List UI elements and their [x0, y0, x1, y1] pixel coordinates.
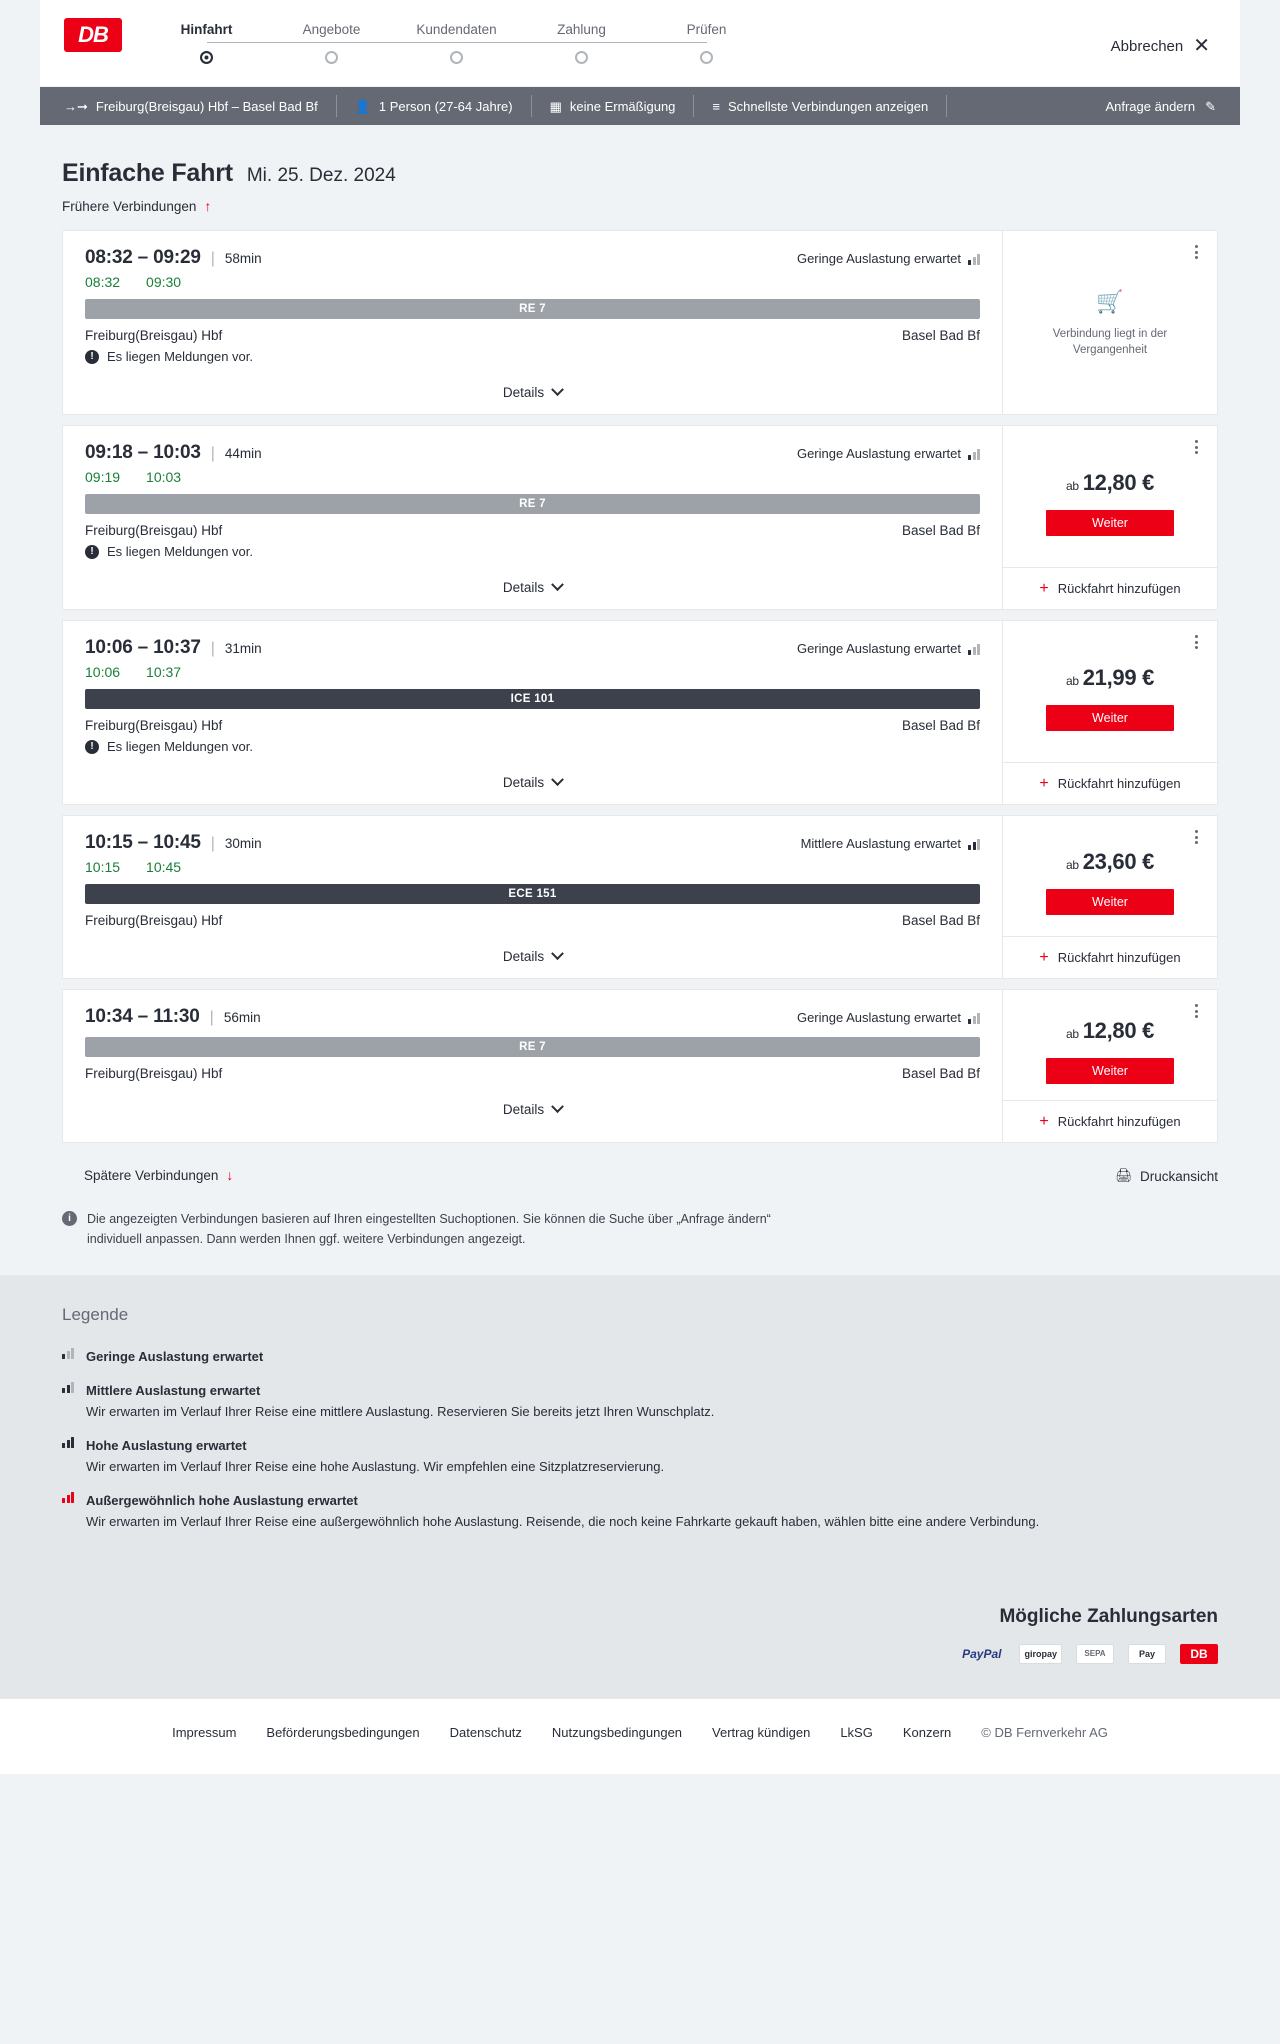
connection-side-panel	[1002, 231, 1217, 414]
results-footer-actions	[40, 1153, 1240, 1195]
legend-item-label: Hohe Auslastung erwartet	[86, 1437, 247, 1453]
change-request-label: Anfrage ändern	[1105, 98, 1196, 114]
details-button[interactable]	[503, 580, 562, 595]
step-5[interactable]	[644, 22, 769, 64]
legend-item-desc: Wir erwarten im Verlauf Ihrer Reise eine außergewöhnlich hohe Auslastung. Reisende, die noch keine Fahrkarte gekauft haben, wählen bitte eine andere Verbindung.	[86, 1514, 1040, 1529]
cancel-label: Abbrechen	[1110, 37, 1184, 55]
printer-icon: 🖨	[1114, 1168, 1132, 1183]
connection-notice[interactable]	[85, 739, 980, 754]
connection-side-panel	[1002, 816, 1217, 978]
train-name: RE 7	[519, 303, 546, 315]
connection-notice[interactable]	[85, 544, 980, 559]
earlier-connections-label: Frühere Verbindungen	[62, 198, 197, 214]
utilization	[801, 836, 980, 851]
more-options-icon[interactable]	[1185, 826, 1207, 848]
details-label: Details	[502, 775, 545, 790]
actual-times	[85, 274, 980, 290]
connection-list	[40, 226, 1240, 1143]
summary-discount-label: keine Ermäßigung	[569, 98, 676, 114]
summary-passengers[interactable]	[337, 95, 532, 117]
payment-icon-db: DB	[1180, 1644, 1218, 1664]
legend-text	[86, 1436, 664, 1477]
separator: |	[210, 640, 215, 657]
price	[1066, 1018, 1154, 1044]
more-options-icon[interactable]	[1185, 436, 1207, 458]
exclamation-icon: !	[85, 740, 99, 754]
actual-arrival: 09:30	[146, 274, 182, 290]
payment-method-icons	[62, 1644, 1218, 1664]
person-icon: 👤	[354, 98, 371, 114]
payment-methods-title: Mögliche Zahlungsarten	[999, 1605, 1218, 1627]
later-connections-button[interactable]	[62, 1157, 255, 1195]
plus-icon: +	[1039, 1112, 1049, 1130]
actual-arrival: 10:37	[146, 664, 182, 680]
separator: |	[209, 1009, 214, 1026]
footer-link[interactable]: Beförderungsbedingungen	[266, 1724, 420, 1740]
step-3[interactable]	[394, 22, 519, 64]
duration: 58min	[224, 251, 262, 266]
summary-sorting[interactable]	[694, 95, 947, 117]
utilization-bars	[968, 448, 980, 460]
print-view-button[interactable]	[1115, 1168, 1218, 1184]
arrow-route-icon: →➞	[64, 98, 88, 114]
step-dot	[200, 51, 213, 64]
train-line-bar[interactable]	[85, 299, 980, 319]
step-1[interactable]	[144, 22, 269, 64]
utilization	[797, 251, 980, 266]
info-icon: i	[62, 1211, 77, 1226]
step-list	[144, 22, 1111, 64]
time-range: 10:15 – 10:45	[85, 832, 201, 853]
add-return-trip-label: Rückfahrt hinzufügen	[1057, 581, 1181, 596]
step-connector	[582, 42, 707, 43]
chevron-down-icon	[551, 1100, 564, 1113]
price	[1066, 470, 1154, 496]
step-4[interactable]	[519, 22, 644, 64]
train-name: RE 7	[519, 1041, 546, 1053]
time-range: 10:34 – 11:30	[85, 1006, 200, 1027]
summary-sorting-label: Schnellste Verbindungen anzeigen	[728, 98, 929, 114]
legend-items	[62, 1347, 1218, 1532]
exclamation-icon: !	[85, 545, 99, 559]
details-button[interactable]	[503, 1102, 562, 1117]
footer-link[interactable]: Vertrag kündigen	[712, 1724, 811, 1740]
station-row	[85, 523, 980, 538]
later-connections-label: Spätere Verbindungen	[84, 1167, 219, 1183]
train-line-bar[interactable]	[85, 1037, 980, 1057]
step-label: Hinfahrt	[180, 22, 233, 37]
payment-icon-giropay: giropay	[1019, 1644, 1062, 1664]
origin-station: Freiburg(Breisgau) Hbf	[85, 913, 223, 928]
origin-station: Freiburg(Breisgau) Hbf	[85, 718, 223, 733]
step-2[interactable]	[269, 22, 394, 64]
price	[1066, 849, 1154, 875]
legend-item-desc: Wir erwarten im Verlauf Ihrer Reise eine hohe Auslastung. Wir empfehlen eine Sitzplatzreservierung.	[86, 1459, 665, 1474]
plus-icon: +	[1039, 774, 1049, 792]
connection-card[interactable]	[62, 989, 1218, 1143]
add-return-trip-button[interactable]	[1003, 567, 1217, 609]
earlier-connections-button[interactable]	[40, 188, 233, 226]
checkout-stepper	[40, 0, 1240, 87]
actual-departure: 08:32	[85, 274, 121, 290]
destination-station: Basel Bad Bf	[901, 328, 980, 343]
legend-item-label: Außergewöhnlich hohe Auslastung erwartet	[86, 1492, 358, 1508]
utilization-bars	[62, 1491, 74, 1503]
legend-item	[62, 1436, 1218, 1477]
legend-title: Legende	[62, 1305, 129, 1324]
step-dot	[450, 51, 463, 64]
price-prefix: ab	[1065, 858, 1079, 872]
price-prefix: ab	[1065, 673, 1079, 688]
utilization-bars	[968, 643, 980, 655]
add-return-trip-label: Rückfahrt hinzufügen	[1057, 1114, 1181, 1129]
connection-time-row	[85, 832, 980, 854]
utilization-bars	[62, 1381, 74, 1393]
legend-text	[86, 1347, 263, 1367]
step-label: Angebote	[302, 22, 361, 37]
details-row	[85, 760, 980, 804]
price-value: 23,60 €	[1082, 849, 1155, 874]
page-footer	[0, 1698, 1280, 1774]
destination-station: Basel Bad Bf	[901, 913, 980, 928]
details-row	[85, 370, 980, 414]
destination-station: Basel Bad Bf	[901, 523, 980, 538]
price-prefix: ab	[1065, 1027, 1079, 1041]
connection-notice-label: Es liegen Meldungen vor.	[107, 739, 253, 754]
continue-button[interactable]: Weiter	[1046, 510, 1174, 536]
utilization-bars	[968, 253, 980, 265]
time-range: 08:32 – 09:29	[85, 247, 201, 268]
arrow-up-icon: ↑	[204, 198, 212, 214]
connection-notice[interactable]	[85, 349, 980, 364]
cart-crossed-icon: 🛒	[1096, 288, 1124, 314]
summary-route-label: Freiburg(Breisgau) Hbf – Basel Bad Bf	[95, 98, 318, 114]
print-view-label: Druckansicht	[1139, 1168, 1218, 1184]
duration: 30min	[224, 836, 262, 851]
train-name: ICE 101	[510, 693, 555, 705]
duration: 56min	[223, 1010, 261, 1025]
actual-arrival: 10:03	[146, 469, 182, 485]
search-info-note	[40, 1195, 820, 1249]
results-header	[40, 125, 1240, 188]
connection-side-panel	[1002, 990, 1217, 1142]
train-line-bar[interactable]	[85, 494, 980, 514]
origin-station: Freiburg(Breisgau) Hbf	[85, 523, 223, 538]
utilization-bars	[62, 1347, 74, 1359]
connection-card[interactable]	[62, 815, 1218, 979]
price	[1066, 665, 1154, 691]
legend-item	[62, 1347, 1218, 1367]
connection-details	[63, 426, 1002, 609]
cancel-button[interactable]	[1111, 36, 1216, 56]
connection-notice-label: Es liegen Meldungen vor.	[107, 349, 253, 364]
footer-link[interactable]: Nutzungsbedingungen	[551, 1724, 683, 1740]
add-return-trip-label: Rückfahrt hinzufügen	[1057, 776, 1181, 791]
train-name: ECE 151	[508, 888, 557, 900]
step-dot	[700, 51, 713, 64]
utilization-label: Geringe Auslastung erwartet	[796, 446, 961, 461]
payment-icon-sepa: SEPA	[1076, 1644, 1114, 1664]
step-dot	[575, 51, 588, 64]
legend-item	[62, 1491, 1218, 1532]
details-row	[85, 934, 980, 978]
train-line-bar[interactable]	[85, 689, 980, 709]
continue-button[interactable]: Weiter	[1046, 1058, 1174, 1084]
payment-methods-section	[0, 1580, 1280, 1698]
continue-button[interactable]: Weiter	[1046, 889, 1174, 915]
pencil-icon[interactable]: ✎	[1205, 98, 1216, 114]
station-row	[85, 328, 980, 343]
add-return-trip-button[interactable]	[1003, 936, 1217, 978]
filter-icon: ≡	[712, 98, 720, 114]
duration: 31min	[224, 641, 262, 656]
payment-icon-pay: Pay	[1128, 1644, 1166, 1664]
station-row	[85, 718, 980, 733]
step-connector	[457, 42, 582, 43]
card-icon: ▦	[549, 98, 562, 114]
separator: |	[210, 250, 215, 267]
utilization-bars	[968, 838, 980, 850]
search-summary-bar	[40, 87, 1240, 125]
train-name: RE 7	[519, 498, 546, 510]
past-connection-text: Verbindung liegt in der Vergangenheit	[1052, 327, 1168, 357]
details-row	[85, 565, 980, 609]
origin-station: Freiburg(Breisgau) Hbf	[85, 328, 223, 343]
utilization-label: Mittlere Auslastung erwartet	[800, 836, 961, 851]
connection-notice-label: Es liegen Meldungen vor.	[107, 544, 253, 559]
step-dot	[325, 51, 338, 64]
step-connector	[332, 42, 457, 43]
station-row	[85, 1066, 980, 1081]
chevron-down-icon	[551, 383, 564, 396]
details-label: Details	[502, 1102, 545, 1117]
payment-icon-paypal: PayPal	[962, 1646, 1002, 1661]
separator: |	[210, 835, 215, 852]
connection-card[interactable]	[62, 620, 1218, 805]
legend-item-label: Geringe Auslastung erwartet	[86, 1349, 264, 1364]
details-label: Details	[502, 949, 545, 964]
details-button[interactable]	[503, 775, 562, 790]
connection-time-row	[85, 442, 980, 464]
footer-link[interactable]: Konzern	[902, 1724, 952, 1740]
separator: |	[210, 445, 215, 462]
footer-link[interactable]: LkSG	[840, 1724, 873, 1740]
chevron-down-icon	[551, 578, 564, 591]
utilization-label: Geringe Auslastung erwartet	[796, 251, 961, 266]
results-content	[40, 125, 1240, 1275]
chevron-down-icon	[551, 947, 564, 960]
price-value: 12,80 €	[1082, 469, 1155, 495]
legend-text	[86, 1381, 714, 1422]
actual-departure: 09:19	[85, 469, 121, 485]
connection-side-panel	[1002, 621, 1217, 804]
connection-details	[63, 990, 1002, 1142]
duration: 44min	[224, 446, 262, 461]
actual-departure: 10:15	[85, 859, 121, 875]
close-icon[interactable]: ✕	[1193, 35, 1210, 57]
plus-icon: +	[1039, 948, 1049, 966]
details-button[interactable]	[503, 949, 562, 964]
step-label: Zahlung	[557, 22, 606, 37]
price-value: 21,99 €	[1082, 664, 1155, 690]
arrow-down-icon: ↓	[226, 1167, 234, 1183]
copyright: © DB Fernverkehr AG	[981, 1724, 1108, 1740]
details-button[interactable]	[503, 385, 562, 400]
price-value: 12,80 €	[1082, 1018, 1155, 1043]
destination-station: Basel Bad Bf	[901, 718, 980, 733]
step-connector	[207, 42, 332, 43]
price-prefix: ab	[1065, 478, 1079, 493]
footer-link[interactable]: Impressum	[172, 1724, 237, 1740]
details-label: Details	[502, 580, 545, 595]
continue-button[interactable]: Weiter	[1046, 705, 1174, 731]
change-request-button[interactable]	[1105, 99, 1224, 114]
train-line-bar[interactable]	[85, 884, 980, 904]
page-title: Einfache Fahrt	[62, 159, 233, 187]
details-label: Details	[502, 385, 545, 400]
chevron-down-icon	[551, 773, 564, 786]
add-return-trip-button[interactable]	[1003, 762, 1217, 804]
utilization	[797, 641, 980, 656]
connection-time-row	[85, 247, 980, 269]
destination-station: Basel Bad Bf	[901, 1066, 980, 1081]
legend-item-desc: Wir erwarten im Verlauf Ihrer Reise eine mittlere Auslastung. Reservieren Sie bereits jetzt Ihren Wunschplatz.	[86, 1404, 715, 1419]
plus-icon: +	[1039, 579, 1049, 597]
time-range: 10:06 – 10:37	[85, 637, 201, 658]
actual-times	[85, 469, 980, 485]
legend-section	[0, 1275, 1280, 1580]
legend-item-label: Mittlere Auslastung erwartet	[86, 1382, 261, 1398]
utilization-label: Geringe Auslastung erwartet	[796, 1010, 961, 1025]
connection-card[interactable]	[62, 230, 1218, 415]
actual-times	[85, 664, 980, 680]
connection-time-row	[85, 637, 980, 659]
more-options-icon[interactable]	[1185, 631, 1207, 653]
station-row	[85, 913, 980, 928]
utilization-label: Geringe Auslastung erwartet	[796, 641, 961, 656]
add-return-trip-label: Rückfahrt hinzufügen	[1057, 950, 1181, 965]
summary-discount[interactable]	[532, 95, 695, 117]
summary-route[interactable]	[56, 95, 337, 117]
connection-details	[63, 816, 1002, 978]
utilization	[797, 1010, 980, 1025]
origin-station: Freiburg(Breisgau) Hbf	[85, 1066, 223, 1081]
summary-passengers-label: 1 Person (27-64 Jahre)	[378, 98, 513, 114]
connection-details	[63, 621, 1002, 804]
connection-side-panel	[1002, 426, 1217, 609]
legend-text	[86, 1491, 1039, 1532]
time-range: 09:18 – 10:03	[85, 442, 201, 463]
details-row	[85, 1087, 980, 1131]
actual-times	[85, 859, 980, 875]
connection-details	[63, 231, 1002, 414]
actual-departure: 10:06	[85, 664, 121, 680]
legend-item	[62, 1381, 1218, 1422]
db-logo: DB	[64, 18, 122, 52]
footer-link[interactable]: Datenschutz	[449, 1724, 522, 1740]
connection-card[interactable]	[62, 425, 1218, 610]
more-options-icon[interactable]	[1185, 241, 1207, 263]
connection-time-row	[85, 1006, 980, 1028]
footer-links	[172, 1725, 951, 1740]
step-label: Kundendaten	[416, 22, 497, 37]
utilization-bars	[968, 1012, 980, 1024]
utilization-bars	[62, 1436, 74, 1448]
add-return-trip-button[interactable]	[1003, 1100, 1217, 1142]
actual-arrival: 10:45	[146, 859, 182, 875]
exclamation-icon: !	[85, 350, 99, 364]
utilization	[797, 446, 980, 461]
search-info-text: Die angezeigten Verbindungen basieren auf Ihren eingestellten Suchoptionen. Sie können die Suche über „Anfrage ändern“ individuell anpassen. Dann werden Ihnen ggf. weitere Verbindungen angezeigt.	[87, 1212, 771, 1246]
more-options-icon[interactable]	[1185, 1000, 1207, 1022]
step-label: Prüfen	[686, 22, 727, 37]
travel-date: Mi. 25. Dez. 2024	[246, 165, 396, 186]
